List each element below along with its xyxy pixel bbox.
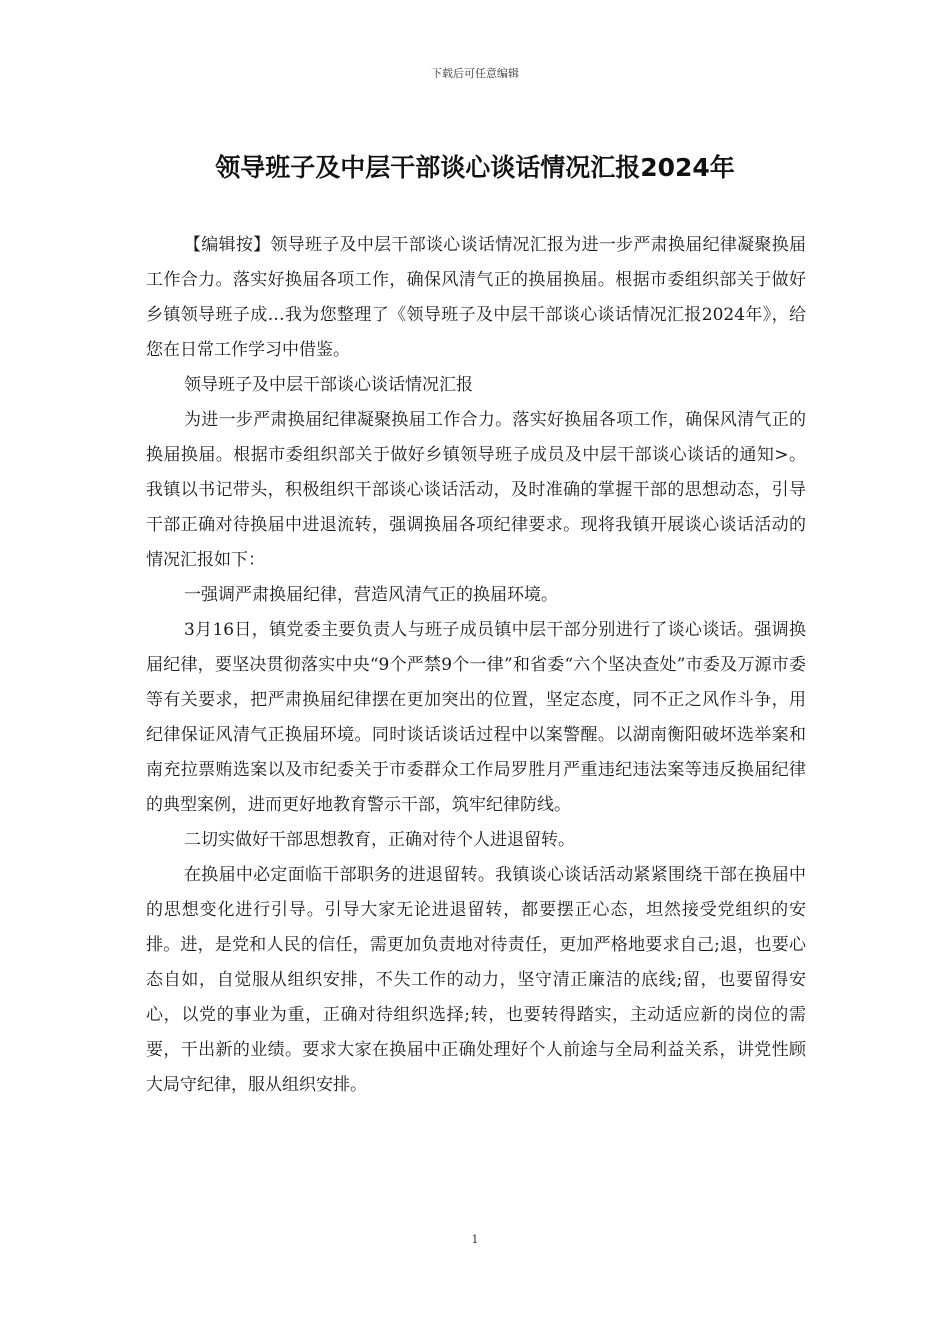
section-heading-2: 二切实做好干部思想教育，正确对待个人进退留转。	[184, 830, 575, 850]
page-number: 1	[471, 1233, 479, 1246]
section-heading-1: 一强调严肃换届纪律，营造风清气正的换届环境。	[184, 585, 558, 605]
document-body	[146, 228, 806, 1103]
intro-paragraph: 为进一步严肃换届纪律凝聚换届工作合力。落实好换届各项工作，确保风清气正的换届换届。根据市委组织部关于做好乡镇领导班子成员及中层干部谈心谈话的通知>。我镇以书记带头，积极组织干部谈心谈话活动，及时准确的掌握干部的思想动态，引导干部正确对待换届中进退流转，强调换届各项纪律要求。现将我镇开展谈心谈话活动的情况汇报如下：	[146, 410, 806, 570]
editor-note-paragraph: 【编辑按】领导班子及中层干部谈心谈话情况汇报为进一步严肃换届纪律凝聚换届工作合力。落实好换届各项工作，确保风清气正的换届换届。根据市委组织部关于做好乡镇领导班子成…我为您整理了《领导班子及中层干部谈心谈话情况汇报2024年》，给您在日常工作学习中借鉴。	[146, 235, 806, 360]
document-title: 领导班子及中层干部谈心谈话情况汇报2024年	[215, 153, 735, 182]
header-note: 下载后可任意编辑	[431, 67, 519, 80]
section-body-2: 在换届中必定面临干部职务的进退留转。我镇谈心谈话活动紧紧围绕干部在换届中的思想变化进行引导。引导大家无论进退留转，都要摆正心态，坦然接受党组织的安排。进，是党和人民的信任，需更加负责地对待责任，更加严格地要求自己;退，也要心态自如，自觉服从组织安排，不失工作的动力，坚守清正廉洁的底线;留，也要留得安心，以党的事业为重，正确对待组织选择;转，也要转得踏实，主动适应新的岗位的需要，干出新的业绩。要求大家在换届中正确处理好个人前途与全局利益关系，讲党性顾大局守纪律，服从组织安排。	[146, 865, 806, 1095]
subtitle-paragraph: 领导班子及中层干部谈心谈话情况汇报	[184, 375, 473, 395]
section-body-1: 3月16日，镇党委主要负责人与班子成员镇中层干部分别进行了谈心谈话。强调换届纪律，要坚决贯彻落实中央“9个严禁9个一律”和省委“六个坚决查处”市委及万源市委等有关要求，把严肃换届纪律摆在更加突出的位置，坚定态度，同不正之风作斗争，用纪律保证风清气正换届环境。同时谈话谈话过程中以案警醒。以湖南衡阳破坏选举案和南充拉票贿选案以及市纪委关于市委群众工作局罗胜月严重违纪违法案等违反换届纪律的典型案例，进而更好地教育警示干部，筑牢纪律防线。	[146, 620, 806, 815]
